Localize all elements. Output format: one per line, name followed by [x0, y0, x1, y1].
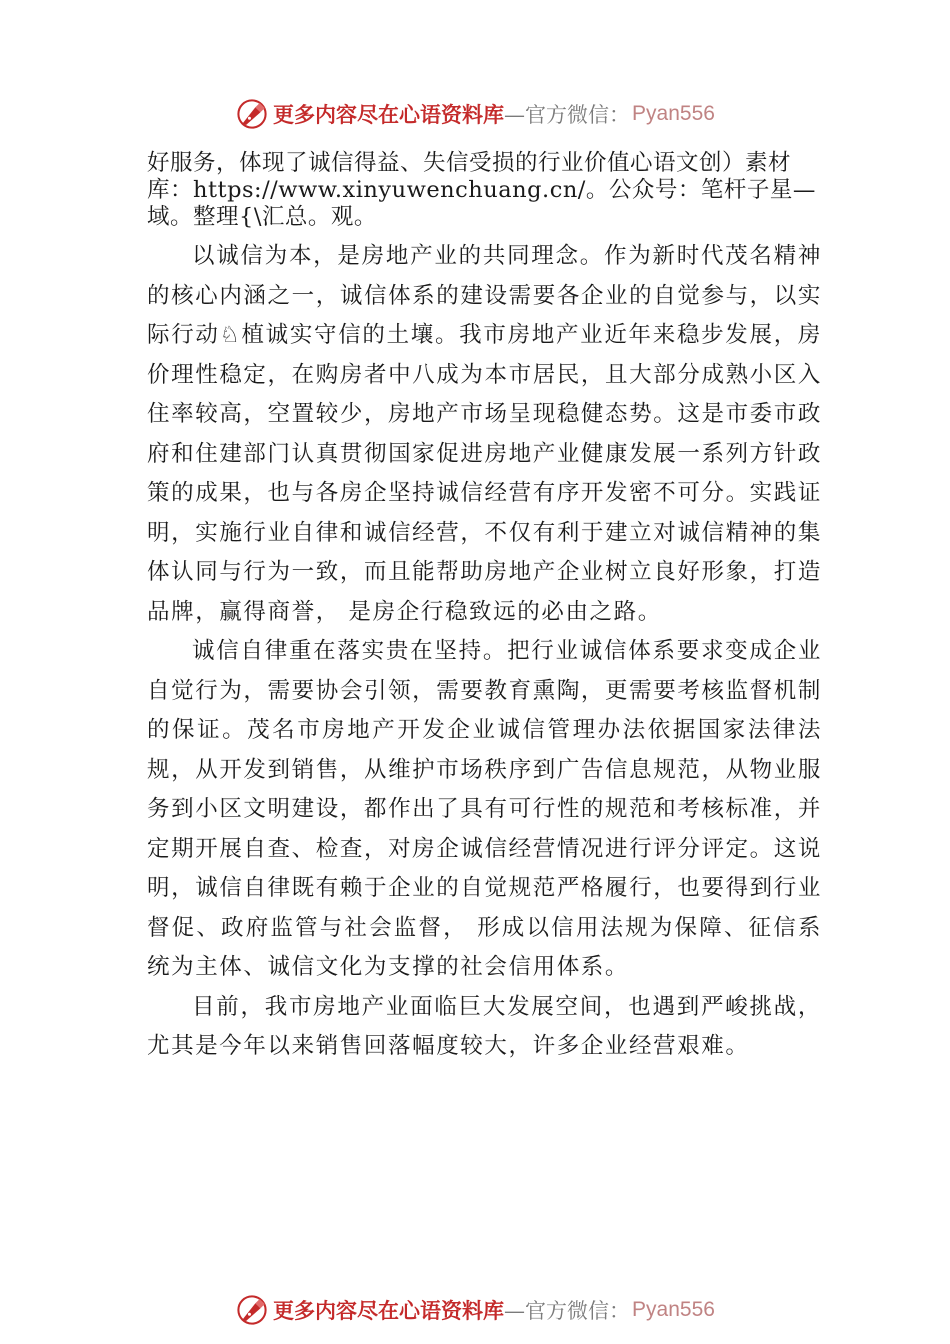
banner-wechat-id: Pyan556: [632, 1298, 715, 1321]
banner-wechat-id: Pyan556: [632, 102, 715, 125]
intro-text: 好服务，体现了诚信得益、失信受损的行业价值心语文创）素材库：https://www.xinyuwenchuang.cn/。公众号：笔杆子星—域。整理{\汇总。观。: [147, 150, 816, 230]
footer-banner: [0, 1290, 950, 1330]
document-body: [147, 150, 822, 1067]
banner-subtitle: —官方微信：: [504, 1299, 631, 1323]
paragraph-2: 诚信自律重在落实贵在坚持。把行业诚信体系要求变成企业自觉行为，需要协会引领，需要教育熏陶，更需要考核监督机制的保证。茂名市房地产开发企业诚信管理办法依据国家法律法规，从开发到销售，从维护市场秩序到广告信息规范，从物业服务到小区文明建设，都作出了具有可行性的规范和考核标准，并定期开展自查、检查，对房企诚信经营情况进行评分评定。这说明，诚信自律既有赖于企业的自觉规范严格履行，也要得到行业督促、政府监管与社会监督， 形成以信用法规为保障、征信系统为主体、诚信文化为支撑的社会信用体系。: [147, 638, 822, 980]
banner-title: 更多内容尽在心语资料库: [273, 1298, 505, 1323]
banner-title: 更多内容尽在心语资料库: [273, 102, 505, 127]
paragraph-1: 以诚信为本，是房地产业的共同理念。作为新时代茂名精神的核心内涵之一，诚信体系的建设需要各企业的自觉参与，以实际行动♘植诚实守信的土壤。我市房地产业近年来稳步发展，房价理性稳定，在购房者中八成为本市居民，且大部分成熟小区入住率较高，空置较少，房地产市场呈现稳健态势。这是市委市政府和住建部门认真贯彻国家促进房地产业健康发展一系列方针政策的成果，也与各房企坚持诚信经营有序开发密不可分。实践证明，实施行业自律和诚信经营，不仅有利于建立对诚信精神的集体认同与行为一致，而且能帮助房地产企业树立良好形象，打造品牌，赢得商誉， 是房企行稳致远的必由之路。: [147, 243, 822, 625]
banner-subtitle: —官方微信：: [504, 103, 631, 127]
paragraph-3: 目前，我市房地产业面临巨大发展空间，也遇到严峻挑战，尤其是今年以来销售回落幅度较大，许多企业经营艰难。: [147, 993, 822, 1059]
header-banner: [0, 94, 950, 134]
pen-nib-logo-icon: [235, 97, 269, 131]
pen-nib-logo-icon: [235, 1293, 269, 1327]
